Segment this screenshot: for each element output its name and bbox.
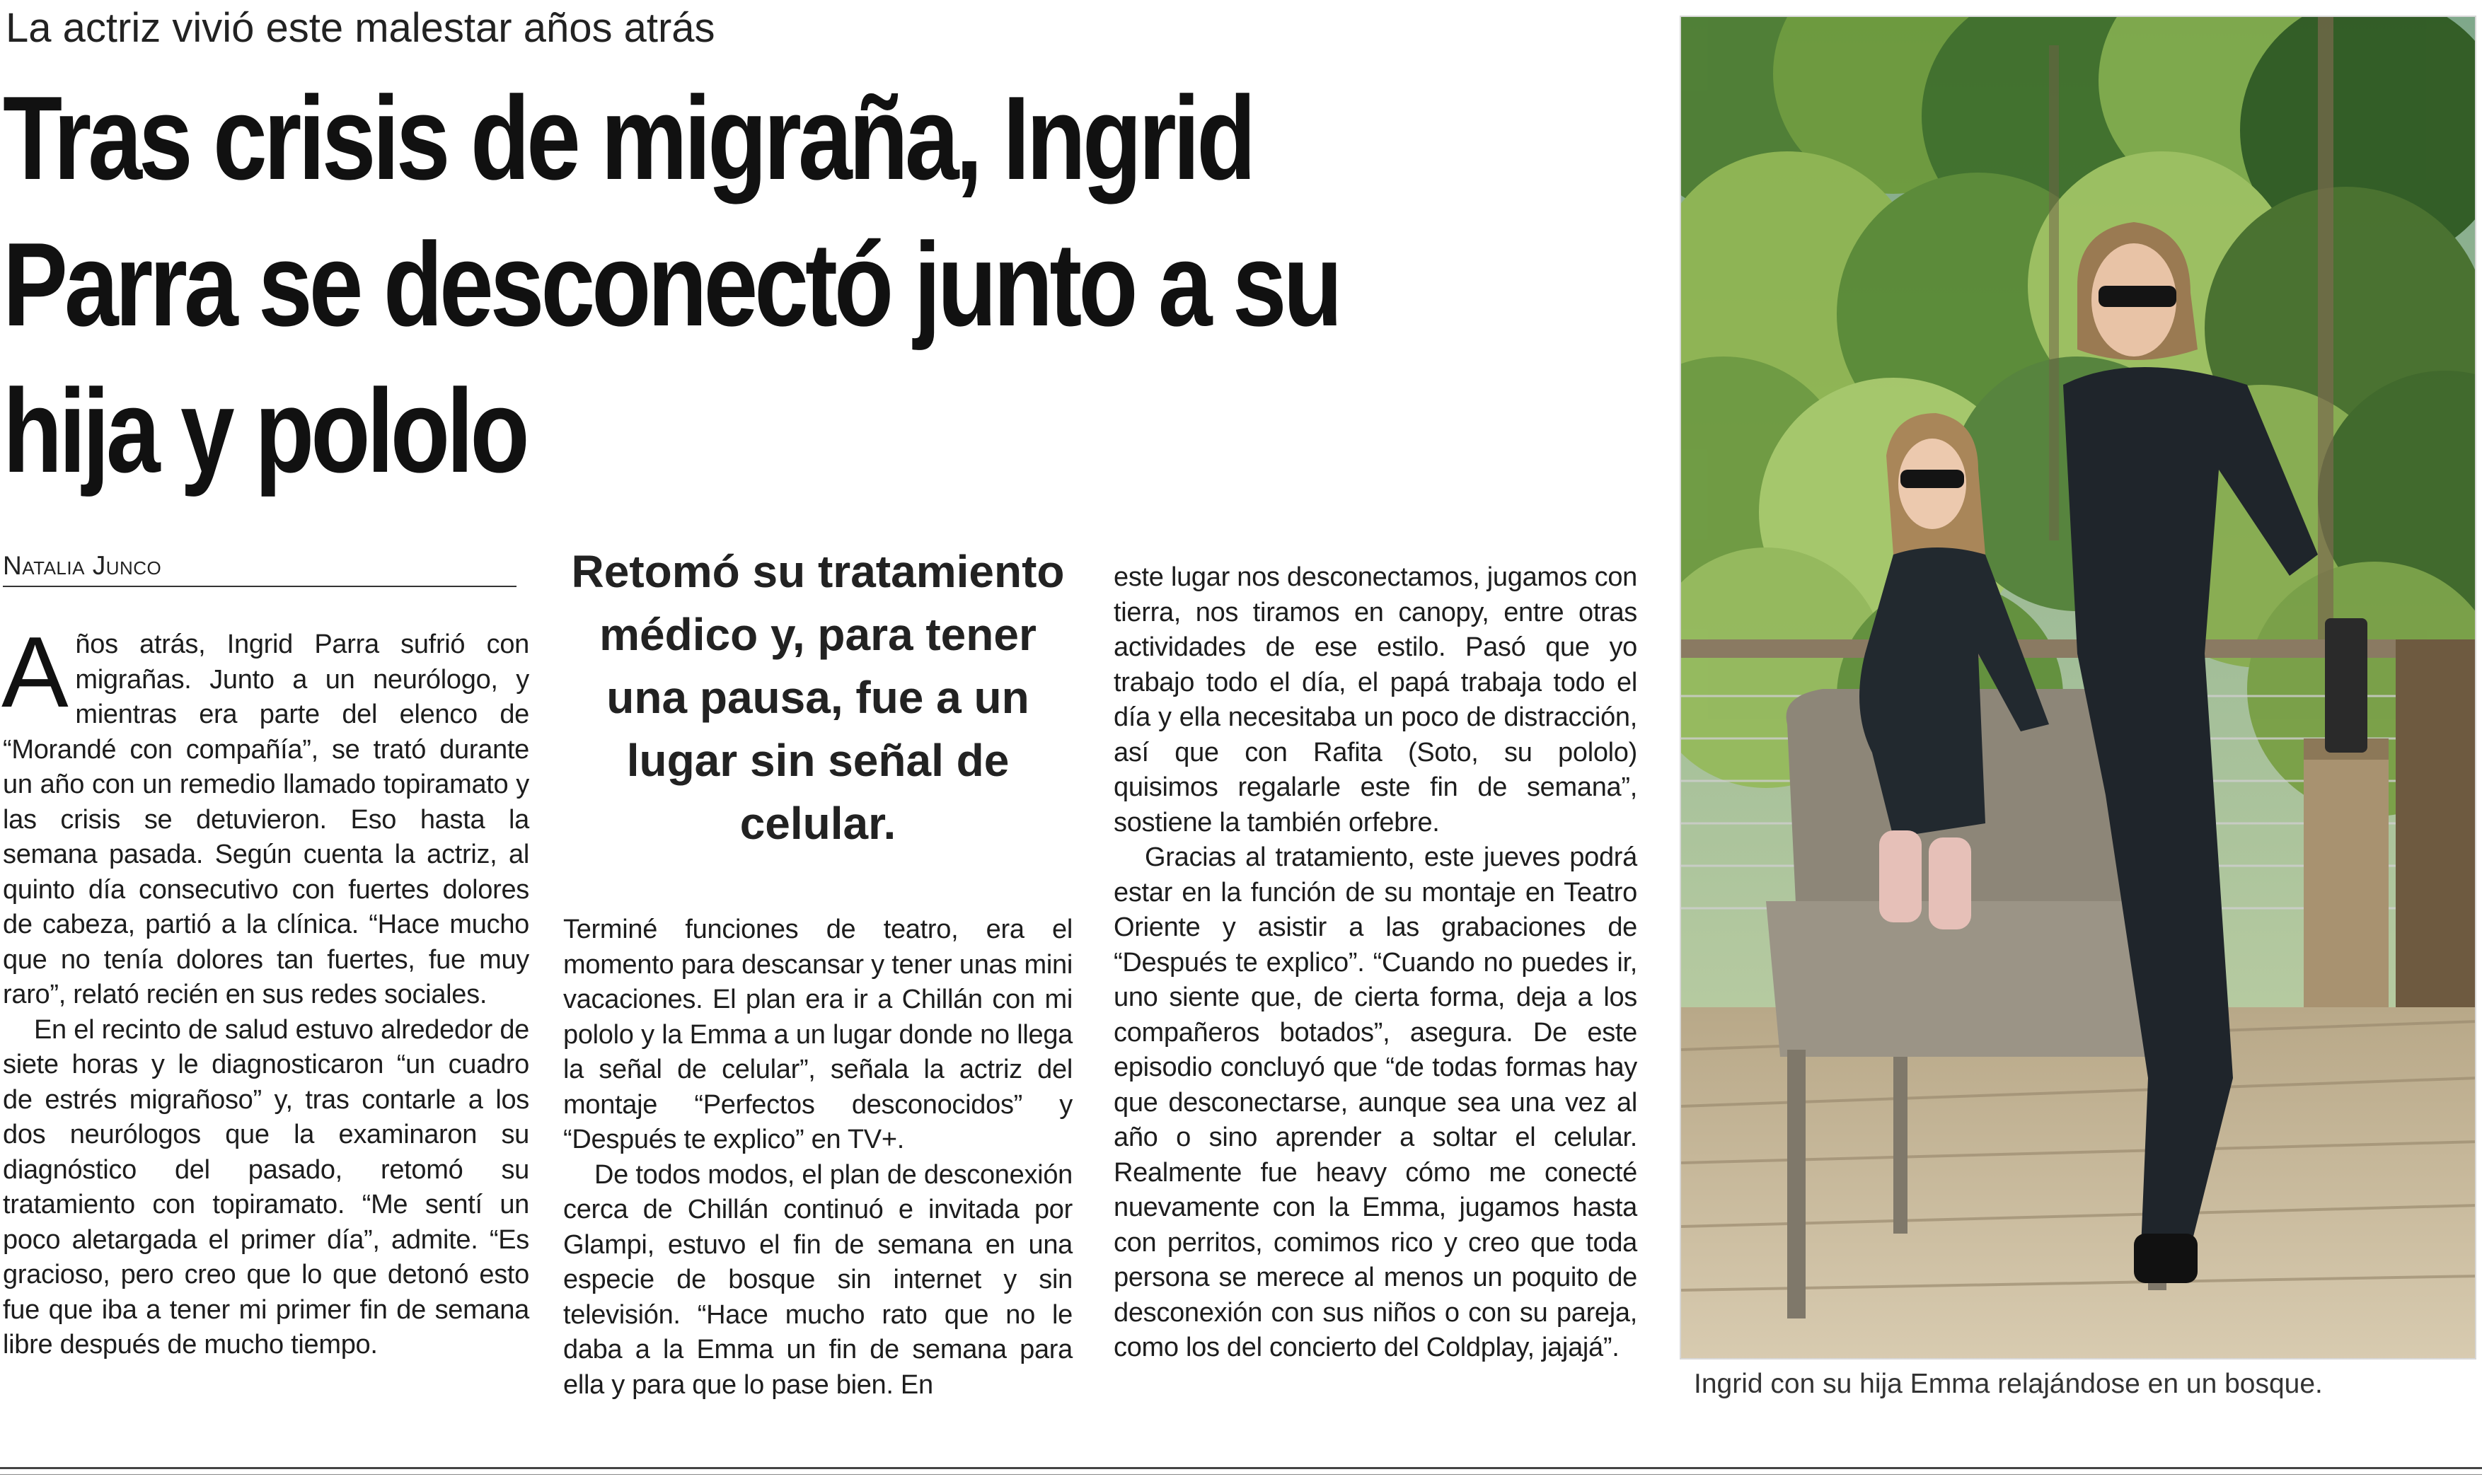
page-divider <box>0 1467 2482 1469</box>
photo-illustration <box>1681 17 2476 1360</box>
article-photo <box>1680 16 2476 1360</box>
paragraph <box>1 616 529 1013</box>
pull-quote: Retomó su tratamiento médico y, para tener una pausa, fue a un lugar sin señal de celular. <box>571 546 1065 849</box>
paragraph-text: ños atrás, Ingrid Parra sufrió con migrañas. Junto a un neurólogo, y mientras era parte del elenco de “Morandé con compañía”, se trató durante un año con un remedio llamado topiramato y las crisis se detuvieron. Eso hasta la semana pasada. Según cuenta la actriz, al quinto día consecutivo con fuertes dolores de cabeza, partió a la clínica. “Hace mucho que no tenía dolores tan fuertes, fue muy raro”, relató recién en sus redes sociales. <box>3 630 529 1009</box>
text-column-2 <box>563 912 1073 1403</box>
paragraph: este lugar nos desconectamos, jugamos con tierra, nos tiramos en canopy, entre otras actividades de ese estilo. Pasó que yo trabajo todo el día, el papá trabaja todo el día y ella necesitaba un poco de distracción, así que con Rafita (Soto, su pololo) quisimos regalarle este fin de semana”, sostiene la también orfebre. <box>1114 562 1637 837</box>
paragraph: Terminé funciones de teatro, era el momento para descansar y tener unas mini vacaciones. El plan era ir a Chillán con mi pololo y la Emma a un lugar donde no llega la señal de celular”, señala la actriz del montaje “Perfectos desconocidos” y “Después te explico” en TV+. <box>563 915 1073 1154</box>
paragraph: Gracias al tratamiento, este jueves podrá estar en la función de su montaje en Teatro Oriente y asistir a las grabaciones de “Después te explico”. “Cuando no puedes ir, uno siente que, de cierta forma, deja a los compañeros botados”, asegura. De este episodio concluyó que “de todas formas hay que desconectarse, aunque sea una vez al año o sino aprender a soltar el celular. Realmente fue heavy cómo me conecté nuevamente con la Emma, jugamos hasta con perritos, comimos rico y creo que toda persona se merece al menos un poquito de desconexión con sus niños o con su pareja, como los del concierto del Coldplay, jajajá”. <box>1114 842 1637 1362</box>
text-column-3 <box>1114 560 1637 1366</box>
drop-cap: A <box>1 616 69 729</box>
text-column-1 <box>1 616 529 1363</box>
paragraph: De todos modos, el plan de desconexión cerca de Chillán continuó e invitada por Glampi, estuvo el fin de semana en una especie de bosque sin internet y sin televisión. “Hace mucho rato que no le daba a la Emma un fin de semana para ella y para que lo pase bien. En <box>563 1159 1073 1400</box>
article-headline: Tras crisis de migraña, Ingrid Parra se desconectó junto a su hija y pololo <box>3 71 1339 497</box>
photo-caption: Ingrid con su hija Emma relajándose en un bosque. <box>1694 1369 2323 1399</box>
paragraph: En el recinto de salud estuvo alrededor de siete horas y le diagnosticaron “un cuadro de estrés migrañoso” y, tras contarle a los dos neurólogos que la examinaron su diagnóstico del pasado, retomó su tratamiento con topiramato. “Me sentí un poco aletargada el primer día”, admite. “Es gracioso, pero creo que lo que detonó esto fue que iba a tener mi primer fin de semana libre después de mucho tiempo. <box>3 1014 529 1360</box>
page-divider-thin <box>0 1474 2482 1475</box>
byline: Natalia Junco <box>3 546 516 587</box>
article-kicker: La actriz vivió este malestar años atrás <box>6 5 715 51</box>
